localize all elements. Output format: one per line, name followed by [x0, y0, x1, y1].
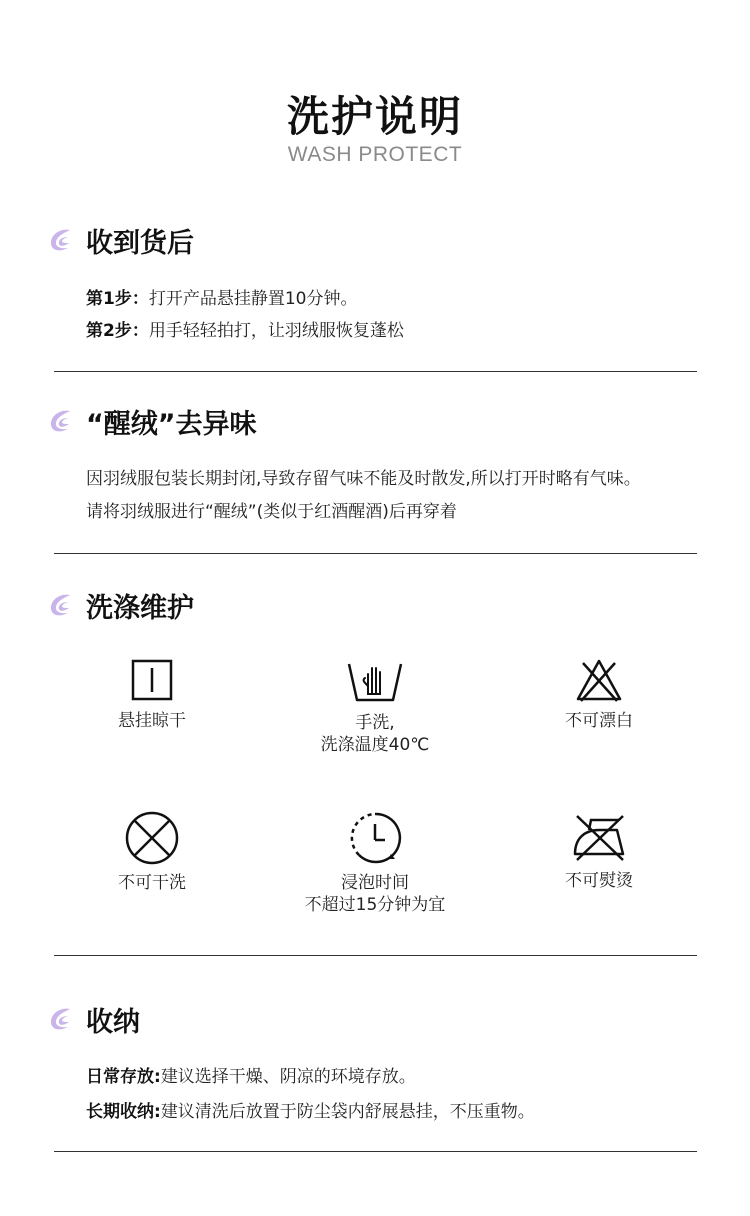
care-label: 不可熨烫	[565, 871, 633, 891]
care-label: 悬挂晾干	[118, 711, 186, 731]
leaf-icon	[46, 406, 76, 436]
step-line: 第1步：打开产品悬挂静置10分钟。	[86, 289, 358, 309]
storage-line: 日常存放:建议选择干燥、阴凉的环境存放。	[86, 1067, 416, 1087]
paragraph-line: 因羽绒服包装长期封闭,导致存留气味不能及时散发,所以打开时略有气味。	[86, 469, 641, 489]
section-title: 洗涤维护	[86, 592, 194, 624]
section-title: 收到货后	[86, 227, 194, 259]
divider	[54, 955, 697, 956]
divider	[54, 371, 697, 372]
section-wash-header	[46, 585, 194, 625]
hang-dry-icon	[128, 656, 176, 704]
care-item-no-bleach	[499, 656, 699, 732]
leaf-icon	[46, 590, 76, 620]
section-title: “醒绒”去异味	[86, 408, 257, 440]
soak-time-icon	[347, 810, 403, 866]
hand-wash-icon	[346, 656, 404, 706]
care-label: 手洗, 洗涤温度40℃	[320, 713, 430, 755]
page-title: 洗护说明	[286, 92, 463, 141]
section-title: 收纳	[86, 1006, 140, 1038]
care-item-hand-wash	[275, 656, 475, 756]
care-item-hang-dry	[52, 656, 252, 732]
section-deodorize-header	[46, 401, 257, 441]
storage-line: 长期收纳:建议清洗后放置于防尘袋内舒展悬挂，不压重物。	[86, 1102, 535, 1122]
no-iron-icon	[569, 810, 629, 864]
step-line: 第2步：用手轻轻拍打，让羽绒服恢复蓬松	[86, 321, 404, 341]
care-item-no-dry-clean	[52, 810, 252, 894]
page-subtitle: WASH PROTECT	[287, 143, 463, 166]
paragraph-line: 请将羽绒服进行“醒绒”(类似于红酒醒酒)后再穿着	[86, 502, 457, 522]
divider	[54, 553, 697, 554]
care-label: 不可干洗	[118, 873, 186, 893]
divider	[54, 1151, 697, 1152]
care-label: 浸泡时间 不超过15分钟为宜	[304, 873, 446, 915]
no-bleach-icon	[574, 656, 624, 704]
leaf-icon	[46, 225, 76, 255]
care-item-no-iron	[499, 810, 699, 892]
leaf-icon	[46, 1004, 76, 1034]
care-label: 不可漂白	[565, 711, 633, 731]
section-storage-header	[46, 999, 140, 1039]
section-receive-header	[46, 220, 194, 260]
care-item-soak-time	[275, 810, 475, 916]
no-dry-clean-icon	[124, 810, 180, 866]
